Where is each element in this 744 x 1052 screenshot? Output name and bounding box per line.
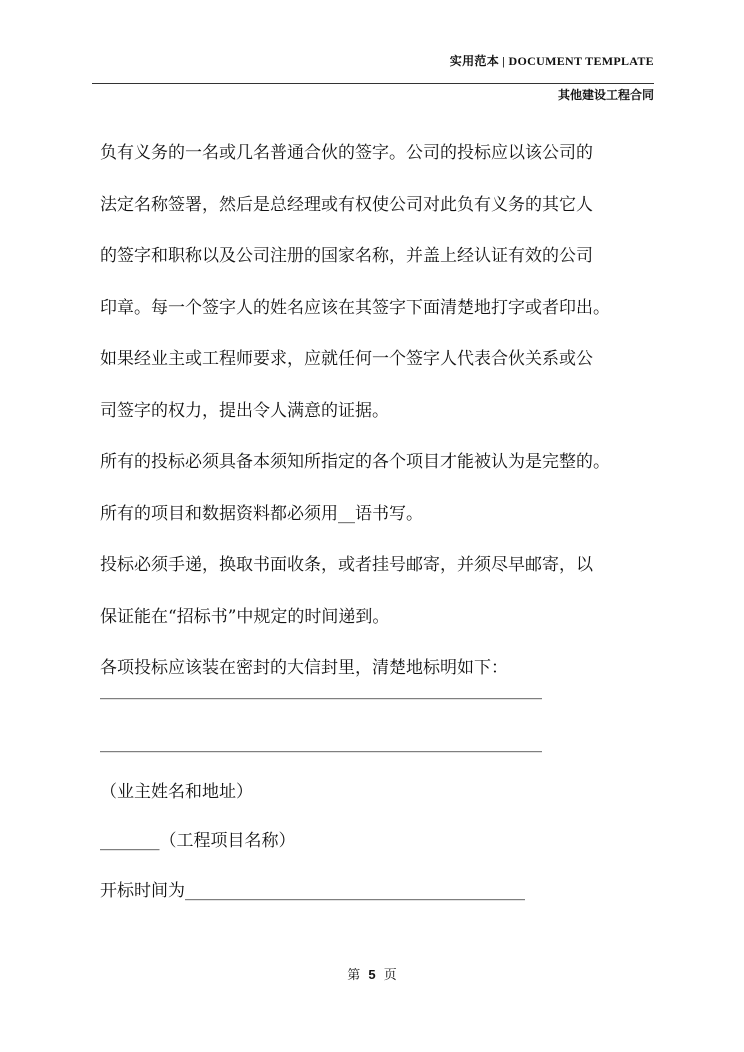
body-line: 所有的项目和数据资料都必须用__语书写。 xyxy=(100,503,423,524)
body-line: 的签字和职称以及公司注册的国家名称，并盖上经认证有效的公司 xyxy=(100,246,593,266)
document-subtitle: 其他建设工程合同 xyxy=(557,88,654,102)
body-line: 印章。每一个签字人的姓名应该在其签字下面清楚地打字或者印出。 xyxy=(100,297,610,318)
page-number-footer xyxy=(0,964,744,983)
owner-name-address-label: （业主姓名和地址） xyxy=(100,782,253,802)
body-line: 保证能在“招标书”中规定的时间递到。 xyxy=(100,606,390,627)
document-template-label: 实用范本 | DOCUMENT TEMPLATE xyxy=(449,54,654,68)
body-line: 所有的投标必须具备本须知所指定的各个项目才能被认为是完整的。 xyxy=(100,452,610,472)
body-line: 投标必须手递，换取书面收条，或者挂号邮寄，并须尽早邮寄，以 xyxy=(100,555,593,575)
page-suffix: 页 xyxy=(383,968,397,983)
body-line: 法定名称签署，然后是总经理或有权使公司对此负有义务的其它人 xyxy=(100,194,593,215)
header-divider xyxy=(92,83,654,84)
body-line: 如果经业主或工程师要求，应就任何一个签字人代表合伙关系或公 xyxy=(100,349,593,369)
body-line: 各项投标应该装在密封的大信封里，清楚地标明如下： xyxy=(100,658,508,678)
body-line: 负有义务的一名或几名普通合伙的签字。公司的投标应以该公司的 xyxy=(100,143,593,163)
body-line: 司签字的权力，提出令人满意的证据。 xyxy=(100,400,389,421)
project-name-label: _______（工程项目名称） xyxy=(100,831,296,851)
blank-fill-line: ____________________________________________________ xyxy=(100,733,542,753)
page-prefix: 第 xyxy=(347,968,361,983)
blank-fill-line: ____________________________________________________ xyxy=(100,680,542,700)
page-number: 5 xyxy=(368,967,376,982)
opening-time-label: 开标时间为________________________________________ xyxy=(100,881,525,901)
body-paragraphs xyxy=(100,128,660,695)
